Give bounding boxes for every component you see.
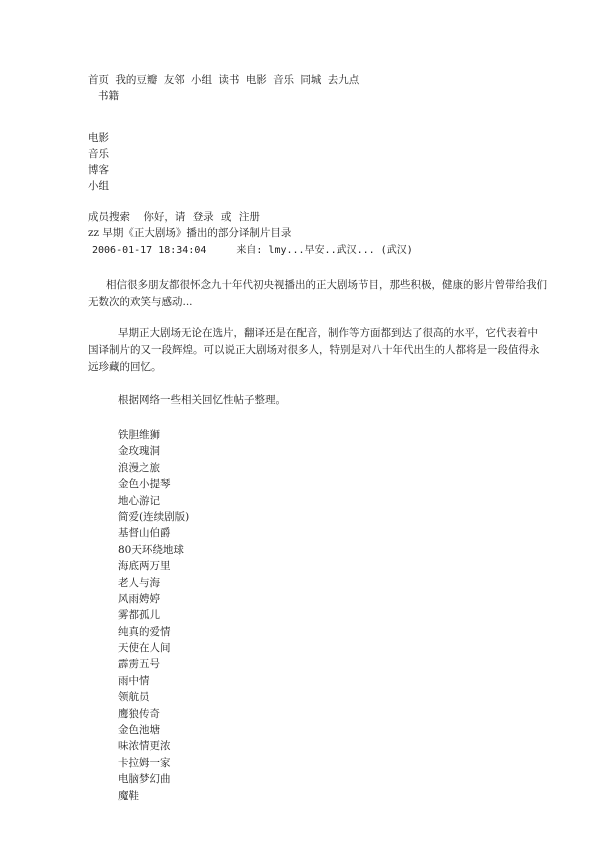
film-list-item: 金玫瑰洞 (118, 445, 160, 458)
film-list-item: 味浓情更浓 (118, 740, 171, 753)
category-group[interactable]: 小组 (88, 180, 109, 192)
nav-jiudian[interactable]: 去九点 (327, 74, 360, 86)
film-list-item: 卡拉姆一家 (118, 756, 171, 769)
sub-nav (88, 88, 548, 104)
register-link[interactable]: 注册 (238, 211, 260, 223)
film-list-item: 雾都孤儿 (118, 609, 160, 622)
film-list-item: 霹雳五号 (118, 658, 160, 671)
greeting-text: 你好，请 (143, 211, 186, 223)
film-list-item: 基督山伯爵 (118, 527, 171, 540)
paragraph-source-note: 根据网络一些相关回忆性帖子整理。 (118, 394, 286, 406)
post-date: 2006-01-17 18:34:04 (92, 245, 207, 256)
film-list (88, 427, 548, 804)
nav-read[interactable]: 读书 (218, 74, 240, 86)
category-blog[interactable]: 博客 (88, 164, 109, 176)
nav-my-douban[interactable]: 我的豆瓣 (115, 74, 158, 86)
film-list-item: 80天环绕地球 (118, 543, 184, 556)
film-list-item: 雨中情 (118, 674, 150, 687)
member-search-link[interactable]: 成员搜索 (88, 211, 130, 223)
nav-home[interactable]: 首页 (88, 74, 109, 86)
film-list-item: 电脑梦幻曲 (118, 773, 171, 786)
film-list-item: 浪漫之旅 (118, 461, 160, 474)
post-source: 来自: lmy...早安..武汉... (武汉) (236, 245, 413, 256)
film-list-item: 纯真的爱情 (118, 625, 171, 638)
film-list-item: 海底两万里 (118, 560, 171, 573)
top-nav (88, 72, 548, 88)
nav-music[interactable]: 音乐 (273, 74, 295, 86)
film-list-item: 领航员 (118, 691, 150, 704)
film-list-item: 天使在人间 (118, 642, 171, 655)
auth-bar (88, 209, 548, 225)
nav-groups[interactable]: 小组 (191, 74, 213, 86)
paragraph-history: 早期正大剧场无论在选片，翻译还是在配音，制作等方面都到达了很高的水平，它代表着中国译制片的又一段辉煌。可以说正大剧场对很多人，特别是对八十年代出生的人都将是一段值得永远珍藏的回忆。 (88, 327, 540, 373)
category-list (88, 130, 548, 194)
post-title: zz 早期《正大剧场》播出的部分译制片目录 (88, 227, 292, 239)
paragraph-intro: 相信很多朋友都很怀念九十年代初央视播出的正大剧场节目，那些积极，健康的影片曾带给我们无数次的欢笑与感动... (88, 279, 547, 308)
document-page (88, 72, 548, 804)
or-text: 或 (221, 211, 232, 223)
film-list-item: 鹰狼传奇 (118, 707, 160, 720)
nav-movie[interactable]: 电影 (245, 74, 267, 86)
nav-friends[interactable]: 友邻 (163, 74, 185, 86)
film-list-item: 魔鞋 (118, 789, 139, 802)
nav-local[interactable]: 同城 (300, 74, 322, 86)
film-list-item: 铁胆维狮 (118, 429, 160, 441)
film-list-item: 金色小提琴 (118, 478, 171, 491)
post-meta (92, 243, 548, 259)
category-movie[interactable]: 电影 (88, 132, 109, 144)
film-list-item: 老人与海 (118, 576, 160, 589)
category-music[interactable]: 音乐 (88, 148, 109, 160)
film-list-item: 金色池塘 (118, 724, 160, 737)
film-list-item: 简爱(连续剧版) (118, 510, 190, 523)
nav-books[interactable]: 书籍 (98, 90, 119, 102)
film-list-item: 地心游记 (118, 494, 160, 507)
film-list-item: 风雨娉婷 (118, 592, 160, 605)
login-link[interactable]: 登录 (192, 211, 214, 223)
